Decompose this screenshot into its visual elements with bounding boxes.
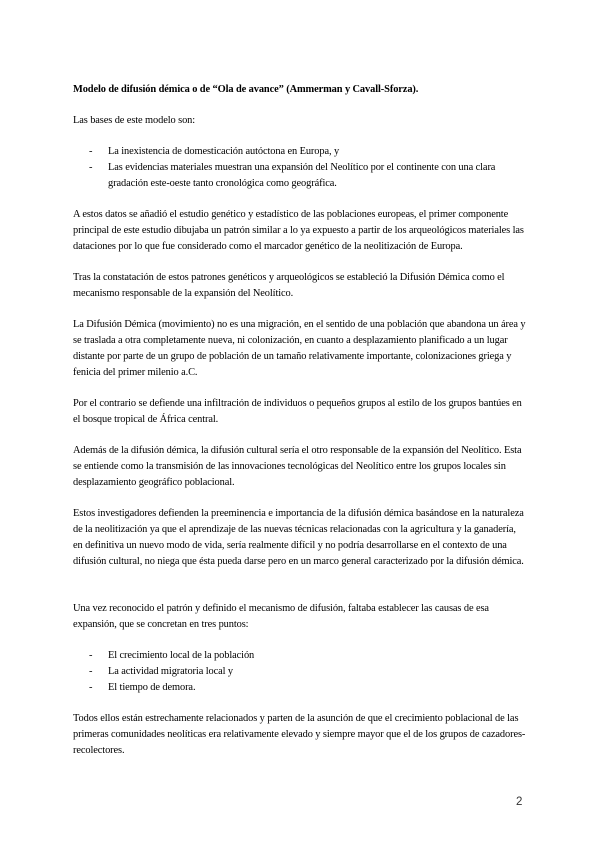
spacer [73, 585, 527, 601]
list-marker: - [89, 650, 93, 661]
document-body [73, 82, 527, 774]
list-marker: - [89, 666, 93, 677]
list-item [73, 664, 527, 680]
paragraph-genetic-study: A estos datos se añadió el estudio genético y estadístico de las poblaciones europeas, el primer componente principal de este estudio dibujaba un patrón similar a lo ya expuesto a partir de los arqueológicos materiales las dataciones por lo que fue considerado como el marcador genético de la neolitización de Europa. [73, 209, 524, 252]
list-item [73, 144, 527, 160]
causes-intro-paragraph: Una vez reconocido el patrón y definido el mecanismo de difusión, faltaba establecer las causas de esa expansión, que se concretan en tres puntos: [73, 603, 489, 630]
paragraph-preeminence: Estos investigadores defienden la preeminencia e importancia de la difusión démica basándose en la naturaleza de la neolitización ya que el aprendizaje de las nuevas técnicas relacionadas con la agricultura y la ganadería, en definitiva un nuevo modo de vida, sería realmente difícil y no podría desarrollarse en el contexto de una difusión cultural, no niega que ésta pueda darse pero en un marco general caracterizado por la difusión démica. [73, 508, 524, 567]
paragraph-demic-diffusion: Tras la constatación de estos patrones genéticos y arqueológicos se estableció la Difusión Démica como el mecanismo responsable de la expansión del Neolítico. [73, 272, 505, 299]
list-item-text: La inexistencia de domesticación autóctona en Europa, y [108, 146, 340, 157]
paragraph-movement-definition: La Difusión Démica (movimiento) no es una migración, en el sentido de una población que abandona un área y se traslada a otra completamente nueva, ni colonización, en cuanto a desplazamiento planificado a un lugar distante por parte de un grupo de población de un tamaño relativamente importante, colonizaciones griega y fenicia del primer milenio a.C. [73, 319, 526, 378]
conclusion-paragraph: Todos ellos están estrechamente relacionados y parten de la asunción de que el crecimiento poblacional de las primeras comunidades neolíticas era relativamente elevado y siempre mayor que el de los grupos de cazadores-recolectores. [73, 713, 526, 756]
list-item [73, 648, 527, 664]
list-item-text: El tiempo de demora. [108, 682, 196, 693]
list-marker: - [89, 682, 93, 693]
list-item-text: Las evidencias materiales muestran una expansión del Neolítico por el continente con una clara gradación este-oeste tanto cronológica como geográfica. [108, 162, 496, 189]
paragraph-cultural-diffusion: Además de la difusión démica, la difusión cultural sería el otro responsable de la expansión del Neolítico. Esta se entiende como la transmisión de las innovaciones tecnológicas del Neolítico entre los grupos locales sin desplazamiento geográfico poblacional. [73, 445, 522, 488]
paragraph-infiltration: Por el contrario se defiende una infiltración de individuos o pequeños grupos al estilo de los grupos bantúes en el bosque tropical de África central. [73, 398, 522, 425]
list-item-text: La actividad migratoria local y [108, 666, 233, 677]
list-item-text: El crecimiento local de la población [108, 650, 255, 661]
causes-list [73, 648, 527, 696]
list-item [73, 680, 527, 696]
intro-paragraph: Las bases de este modelo son: [73, 115, 196, 126]
list-item [73, 160, 527, 192]
list-marker: - [89, 162, 93, 173]
page-number: 2 [516, 796, 523, 808]
bases-list [73, 144, 527, 192]
list-marker: - [89, 146, 93, 157]
document-title: Modelo de difusión démica o de “Ola de avance” (Ammerman y Cavall-Sforza). [73, 84, 419, 95]
